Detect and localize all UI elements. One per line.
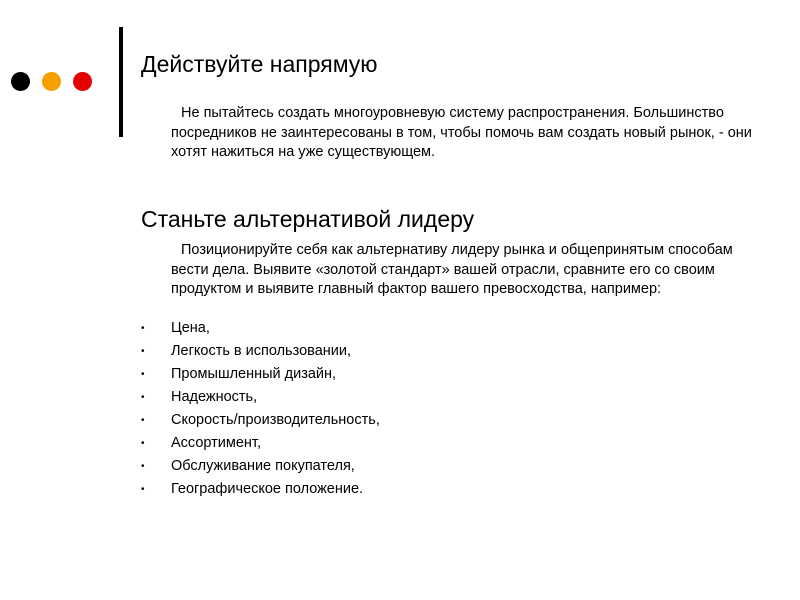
list-item [141,365,380,388]
vertical-divider [119,27,123,137]
black-dot [11,72,30,91]
list-item [141,388,380,411]
orange-dot [42,72,61,91]
bullet-icon: • [141,323,145,334]
section1-paragraph: Не пытайтесь создать многоуровневую систему распространения. Большинство посредников не заинтересованы в том, чтобы помочь вам создать новый рынок, - они хотят нажиться на уже существующем. [171,105,752,160]
section2-heading: Станьте альтернативой лидеру [141,206,475,232]
bullet-icon: • [141,392,145,403]
section2-paragraph: Позиционируйте себя как альтернативу лидеру рынка и общепринятым способам вести дела. Выявите «золотой стандарт» вашей отрасли, сравните его со своим продуктом и выявите главный фактор вашего превосходства, например: [171,242,733,297]
list-item-text: Надежность, [171,389,258,405]
list-item [141,434,380,457]
bullet-icon: • [141,369,145,380]
bullet-icon: • [141,438,145,449]
list-item-text: Легкость в использовании, [171,343,351,359]
decorative-dots [11,72,92,91]
list-item-text: Географическое положение. [171,481,364,497]
list-item-text: Скорость/производительность, [171,412,380,428]
list-item-text: Цена, [171,320,210,336]
list-item [141,411,380,434]
list-item [141,319,380,342]
bullet-icon: • [141,415,145,426]
red-dot [73,72,92,91]
bullet-icon: • [141,461,145,472]
list-item-text: Промышленный дизайн, [171,366,337,382]
list-item [141,342,380,365]
list-item [141,480,380,503]
section1-heading: Действуйте напрямую [141,51,378,77]
bullet-icon: • [141,346,145,357]
bullet-list [141,319,380,503]
bullet-icon: • [141,484,145,495]
list-item [141,457,380,480]
list-item-text: Обслуживание покупателя, [171,458,355,474]
list-item-text: Ассортимент, [171,435,261,451]
